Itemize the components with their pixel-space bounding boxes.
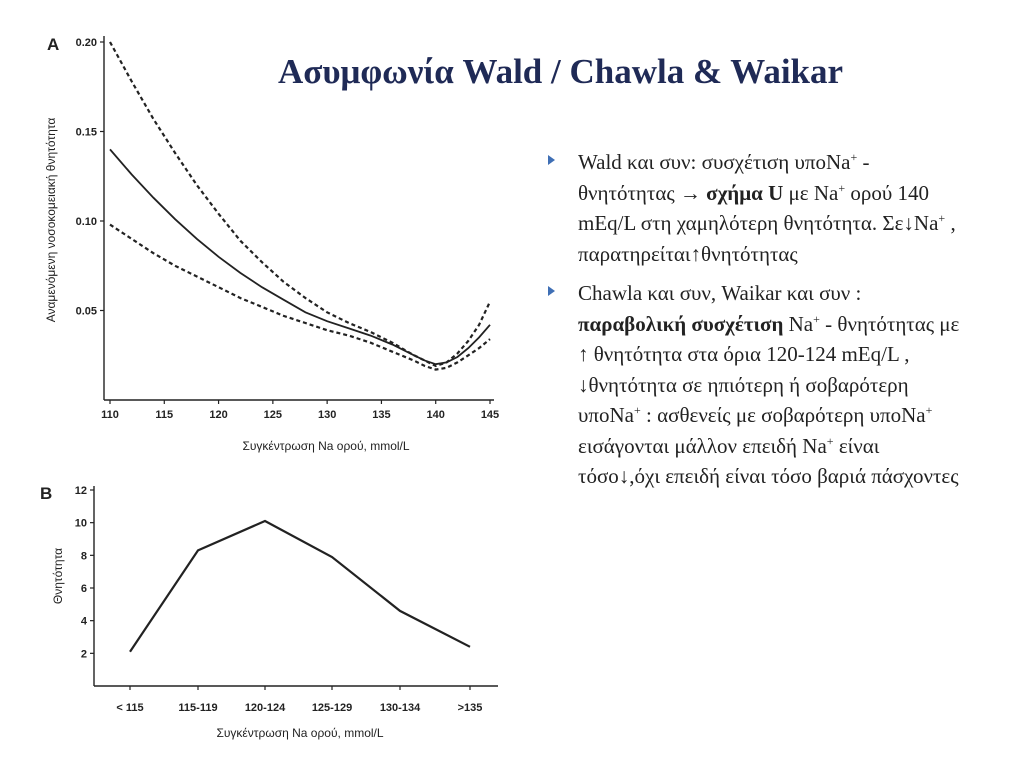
y-tick-label-b: 10 [74,517,87,530]
x-tick-label-a: 120 [209,409,228,421]
bold-text: σχήμα U [706,180,784,205]
text-run: - θνητότητας → [578,150,870,205]
category-label: < 115 [116,702,144,714]
bullet-list [546,147,966,501]
y-tick-label-b: 2 [80,648,87,661]
text-run: είναι τόσο↓,όχι επειδή είναι τόσο βαριά πάσχοντες [578,433,959,488]
y-tick-label-a: 0.20 [75,37,97,49]
x-tick-label-a: 115 [155,409,174,421]
text-run: Na [783,311,814,336]
panel-label-a: A [47,35,60,54]
category-label: 130-134 [379,702,421,714]
superscript-text: + [850,150,858,164]
x-axis-label-a: Συγκέντρωση Na ορού, mmol/L [242,439,410,453]
bullet-item [546,147,966,269]
text-run: Wald και συν: συσχέτιση υποNa [578,150,851,174]
superscript-text: + [813,311,820,326]
bullet-arrow-icon [548,155,555,165]
x-tick-label-a: 135 [372,409,391,421]
estimate-line [110,149,490,364]
chart-panel-a [44,35,499,453]
text-run: εισάγονται μάλλον επειδή Na [578,433,827,458]
bullet-arrow-icon [548,286,555,296]
y-tick-label-b: 12 [74,485,87,497]
category-label: >135 [457,702,483,714]
x-tick-label-a: 145 [480,409,500,421]
mortality-line [130,521,470,652]
x-tick-label-a: 125 [263,409,283,421]
text-run: , παρατηρείται↑θνητότητας [578,211,956,266]
chart-panel-b [40,484,498,740]
category-label: 115-119 [178,702,218,714]
y-tick-label-a: 0.05 [75,305,97,318]
y-axis-label-a: Αναμενόμενη νοσοκομειακή θνητότητα [44,117,58,323]
bullet-text [578,150,956,266]
confidence-band-line [110,225,490,370]
superscript-text: + [826,433,834,448]
confidence-band-line [110,42,490,366]
y-tick-label-a: 0.15 [75,126,97,139]
slide-title: Ασυμφωνία Wald / Chawla & Waikar [278,52,844,91]
superscript-text: + [838,180,846,195]
y-tick-label-b: 8 [80,550,87,563]
superscript-text: + [925,403,933,417]
bullet-text [578,281,959,488]
y-axis-label-b: Θνητότητα [51,547,65,605]
superscript-text: + [634,403,641,417]
x-axis-label-b: Συγκέντρωση Na ορού, mmol/L [216,726,384,740]
panel-label-b: B [40,484,53,503]
x-tick-label-a: 110 [101,409,119,421]
x-tick-label-a: 130 [317,409,337,421]
bold-text: παραβολική συσχέτιση [578,311,784,336]
x-tick-label-a: 140 [426,409,445,421]
y-tick-label-b: 6 [80,583,87,595]
y-tick-label-b: 4 [80,615,87,628]
category-label: 125-129 [311,702,353,714]
text-run: ορού 140 mEq/L στη χαμηλότερη θνητότητα. Σε↓Na [578,180,939,235]
bullet-item [546,278,966,492]
category-label: 120-124 [244,702,286,714]
text-run: Chawla και συν, Waikar και συν : [578,281,862,305]
text-run: : ασθενείς με σοβαρότερη υποNa [640,403,926,427]
text-run: - θνητότητας με ↑ θνητότητα στα όρια 120-124 mEq/L , ↓θνητότητα σε ηπιότερη ή σοβαρότερη υποNa [578,311,960,427]
y-tick-label-a: 0.10 [75,216,97,228]
text-run: με Na [783,180,839,205]
superscript-text: + [938,211,946,225]
